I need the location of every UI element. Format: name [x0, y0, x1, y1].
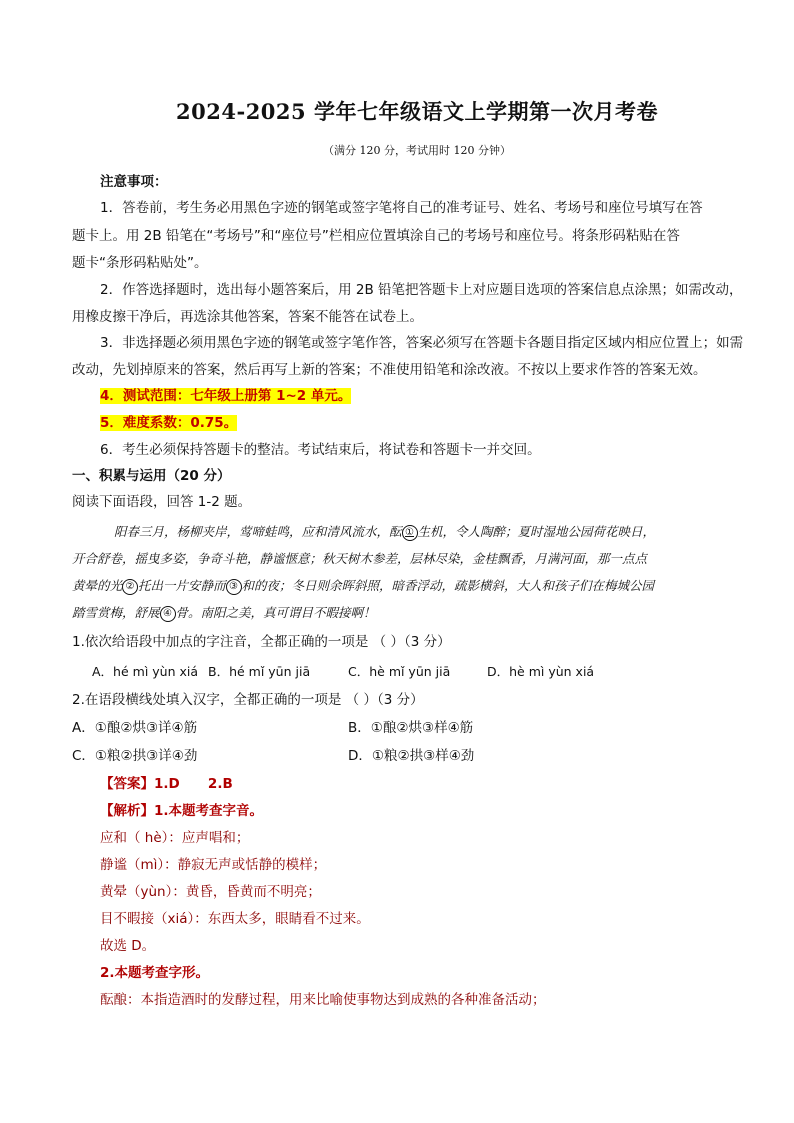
notice-line: 题卡上。用 2B 铅笔在“考场号”和“座位号”栏相应位置填涂自己的考场号和座位号。将条形码粘贴在答 — [72, 228, 680, 244]
analysis-item: 目不暇接（xiá）：东西太多，眼睛看不过来。 — [100, 911, 370, 927]
reading-intro: 阅读下面语段，回答 1-2 题。 — [72, 494, 252, 510]
analysis-item: 酝酿：本指造酒时的发酵过程，用来比喻使事物达到成熟的各种准备活动； — [100, 992, 546, 1008]
q2-option-d[interactable]: D．①粮②拱③样④劲 — [348, 748, 475, 764]
notice-line: 6．考生必须保持答题卡的整洁。考试结束后，将试卷和答题卡一并交回。 — [100, 442, 541, 458]
reading-passage: 阳春三月，杨柳夹岸，莺啼蛙鸣，应和清风流水，酝 ① 生机，令人陶醉；夏时湿地公园荷花映日， 开合舒卷，摇曳多姿，争奇斗艳，静谧惬意；秋天树木参差，层林尽染，金桂飘香，月满河面，那一点点 黄晕的光 ② 托出一片安静而 ③ 和的夜；冬日则余晖斜照，暗香浮动，疏影横斜，大人和孩子们在梅城公园 踏雪赏梅，舒展 ④ 骨。南阳之美，真可谓目不暇接啊！ — [72, 524, 656, 620]
q1-option-a[interactable]: A．hé mì yùn xiá — [92, 664, 199, 679]
highlight-test-range: 4．测试范围：七年级上册第 1~2 单元。 — [100, 388, 352, 404]
analysis-item: 应和（ hè）：应声唱和； — [100, 830, 250, 846]
q2-option-a[interactable]: A．①酿②烘③详④筋 — [72, 720, 198, 736]
page-title: 2024-2025 学年七年级语文上学期第一次月考卷 — [176, 99, 658, 124]
notice-line: 用橡皮擦干净后，再选涂其他答案，答案不能答在试卷上。 — [72, 309, 423, 325]
notice-line: 3．非选择题必须用黑色字迹的钢笔或签字笔作答，答案必须写在答题卡各题目指定区域内相应位置上；如需 — [100, 335, 744, 351]
analysis-line: 【解析】1.本题考查字音。 — [100, 803, 264, 819]
analysis-item: 故选 D。 — [100, 938, 156, 954]
notice-line: 2．作答选择题时，选出每小题答案后，用 2B 铅笔把答题卡上对应题目选项的答案信息点涂黑；如需改动， — [100, 282, 743, 298]
q1-option-b[interactable]: B．hé mǐ yūn jiā — [208, 664, 311, 679]
analysis-item: 黄晕（yùn）：黄昏，昏黄而不明亮； — [100, 884, 321, 900]
q2-option-b[interactable]: B．①酿②烘③样④筋 — [348, 720, 474, 736]
q1-option-c[interactable]: C．hè mǐ yūn jiā — [348, 664, 451, 679]
q2-option-c[interactable]: C．①粮②拱③详④劲 — [72, 748, 198, 764]
q1-option-d[interactable]: D．hè mì yùn xiá — [487, 664, 595, 679]
blank-4-marker: ④ — [160, 606, 176, 622]
notice-heading: 注意事项： — [100, 174, 168, 190]
question-1-stem: 1.依次给语段中加点的字注音，全都正确的一项是 （ ）（3 分） — [72, 634, 451, 650]
question-2-stem: 2.在语段横线处填入汉字，全都正确的一项是 （ ）（3 分） — [72, 692, 424, 708]
notice-line: 题卡“条形码粘贴处”。 — [72, 255, 208, 271]
analysis-item: 静谧（mì）：静寂无声或恬静的模样； — [100, 857, 327, 873]
blank-2-marker: ② — [122, 579, 138, 595]
blank-1-marker: ① — [402, 525, 418, 541]
answer-line: 【答案】1.D 2.B — [100, 776, 233, 792]
analysis-item: 2.本题考查字形。 — [100, 965, 210, 981]
notice-line: 改动，先划掉原来的答案，然后再写上新的答案；不准使用铅笔和涂改液。不按以上要求作答的答案无效。 — [72, 362, 707, 378]
section-heading: 一、积累与运用（20 分） — [72, 468, 231, 484]
page-subtitle: （满分 120 分，考试用时 120 分钟） — [323, 144, 511, 157]
highlight-difficulty: 5．难度系数：0.75。 — [100, 415, 238, 431]
blank-3-marker: ③ — [226, 579, 242, 595]
notice-line: 1．答卷前，考生务必用黑色字迹的钢笔或签字笔将自己的准考证号、姓名、考场号和座位号填写在答 — [100, 200, 703, 216]
